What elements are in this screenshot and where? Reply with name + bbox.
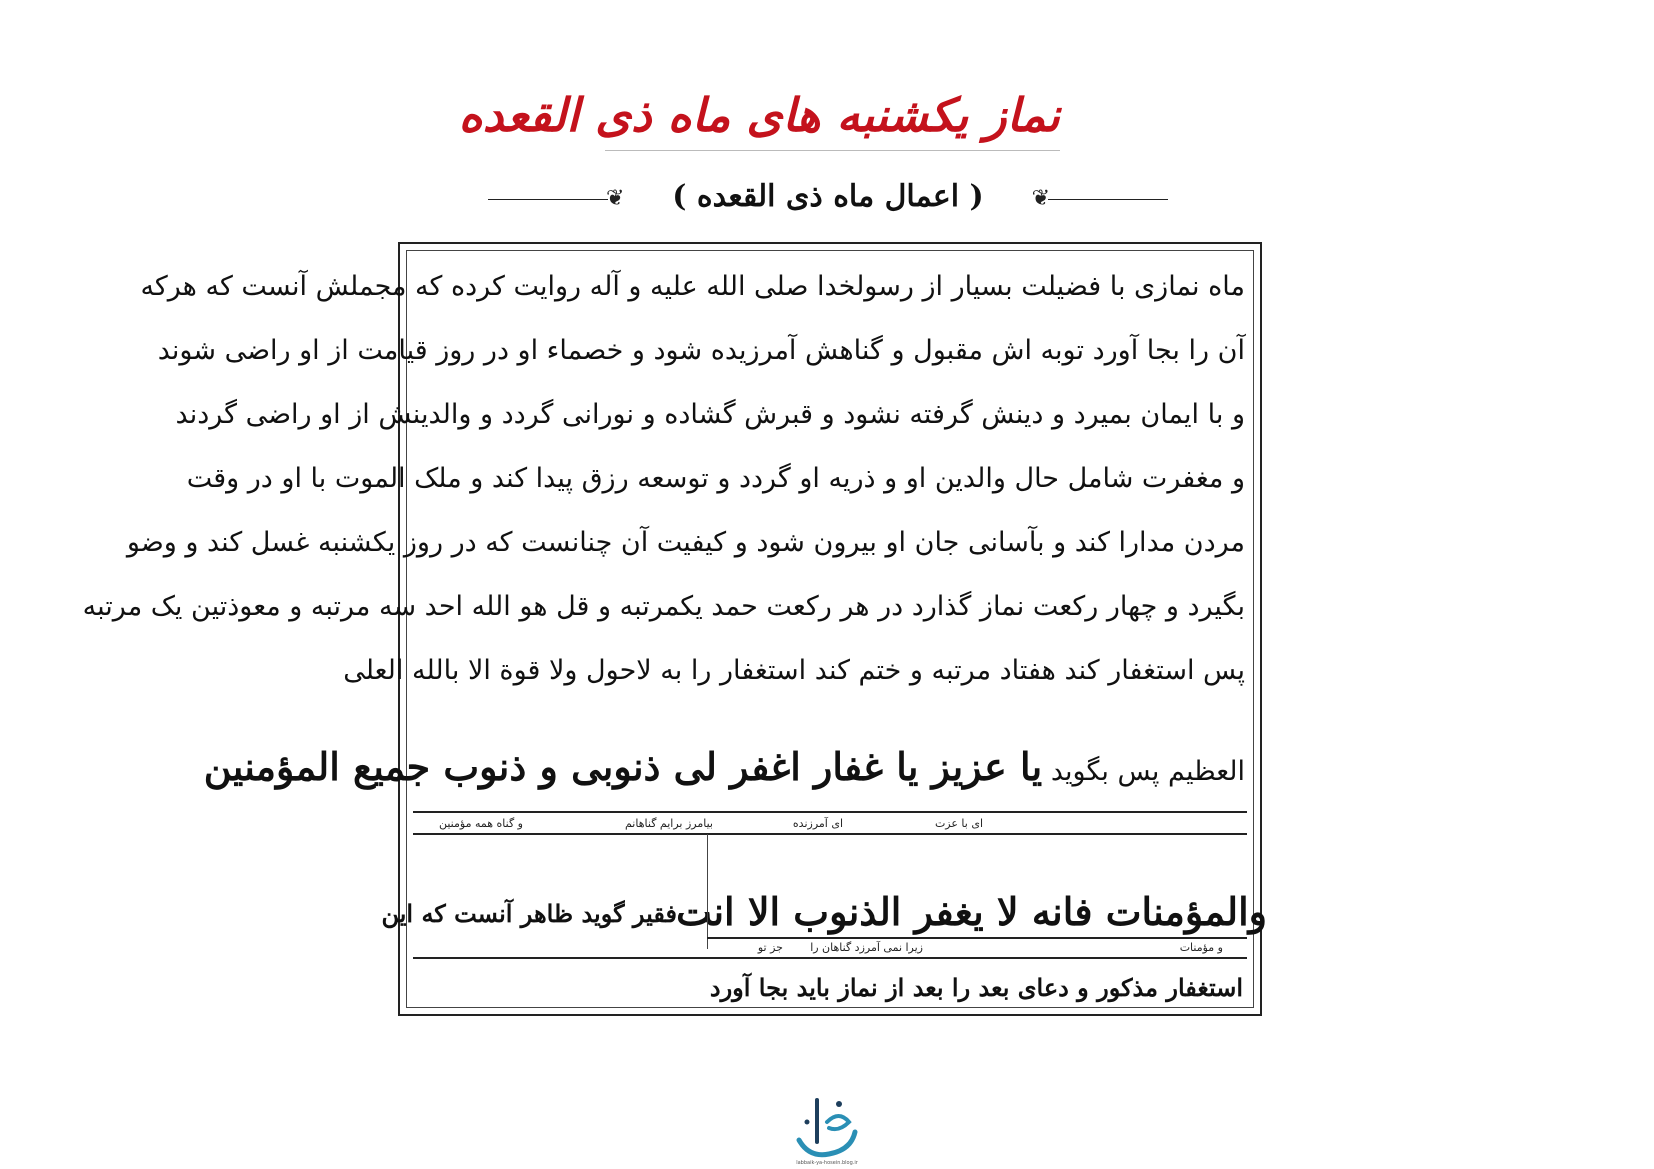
body-line-1: ماه نمازی با فضیلت بسیار از رسولخدا صلی الله علیه و آله روایت کرده که مجملش آنست که هرکه [140, 271, 1245, 302]
dua-line [203, 735, 1245, 799]
gloss-top-2: ای آمرزنده [792, 817, 843, 830]
divider-4 [413, 957, 1247, 959]
divider-1 [413, 811, 1247, 813]
dua-prefix: العظیم پس بگوید [1050, 756, 1245, 787]
title-underline [605, 150, 1060, 151]
body-line-3: و با ایمان بمیرد و دینش گرفته نشود و قبرش گشاده و نورانی گردد و والدینش از او راضی گردند [175, 399, 1245, 430]
subtitle-rule-right [1048, 199, 1168, 200]
subtitle-banner [488, 176, 1168, 224]
gloss-bottom-1: و مؤمنات [1179, 941, 1223, 954]
calligraphy-logo-icon [789, 1092, 865, 1162]
subtitle: ( اعمال ماه ذی القعده ) [672, 179, 984, 214]
gloss-top-4: و گناه همه مؤمنین [438, 817, 523, 830]
gloss-top-3: بیامرز برایم گناهانم [624, 817, 713, 830]
text-frame [82, 242, 1267, 1016]
author-note: فقیر گوید ظاهر آنست که این [381, 899, 677, 928]
supplication-arabic: والمؤمنات فانه لا یغفر الذنوب الا انت [676, 889, 1267, 934]
body-line-4: و مغفرت شامل حال والدین او و ذریه او گردد و توسعه رزق پیدا کند و ملک الموت با او در وقت [186, 463, 1245, 494]
gloss-top-1: ای با عزت [934, 817, 983, 830]
body-line-7: پس استغفار کند هفتاد مرتبه و ختم کند استغفار را به لاحول ولا قوة الا بالله العلی [343, 655, 1245, 686]
body-paragraph [82, 255, 1245, 703]
dua-arabic: یا عزیز یا غفار اغفر لی ذنوبی و ذنوب جمیع المؤمنین [203, 744, 1043, 789]
page-title: نماز یکشنبه های ماه ذی القعده [458, 88, 1060, 142]
body-line-2: آن را بجا آورد توبه اش مقبول و گناهش آمرزیده شود و خصماء او در روز قیامت از او راضی شوند [157, 335, 1245, 366]
divider-3 [707, 937, 1247, 939]
body-line-6: بگیرد و چهار رکعت نماز گذارد در هر رکعت حمد یکمرتبه و قل هو الله احد سه مرتبه و معوذتین یک مرتبه [82, 591, 1245, 622]
text-frame-inner [82, 250, 1267, 1008]
ornament-left-icon: ❦ [606, 186, 625, 211]
divider-2 [413, 833, 1247, 835]
closing-line: استغفار مذکور و دعای بعد را بعد از نماز باید بجا آورد [709, 973, 1243, 1002]
subtitle-rule-left [488, 199, 608, 200]
column-divider [707, 834, 708, 949]
gloss-bottom-3: جز تو [757, 941, 783, 954]
body-line-5: مردن مدارا کند و بآسانی جان او بیرون شود و کیفیت آن چنانست که در روز یکشنبه غسل کند و وضو [126, 527, 1245, 558]
ornament-right-icon: ❦ [1031, 186, 1050, 211]
gloss-bottom-2: زیرا نمی آمرزد گناهان را [810, 941, 923, 954]
logo-caption: labbaik-ya-hosein.blog.ir [796, 1160, 858, 1166]
